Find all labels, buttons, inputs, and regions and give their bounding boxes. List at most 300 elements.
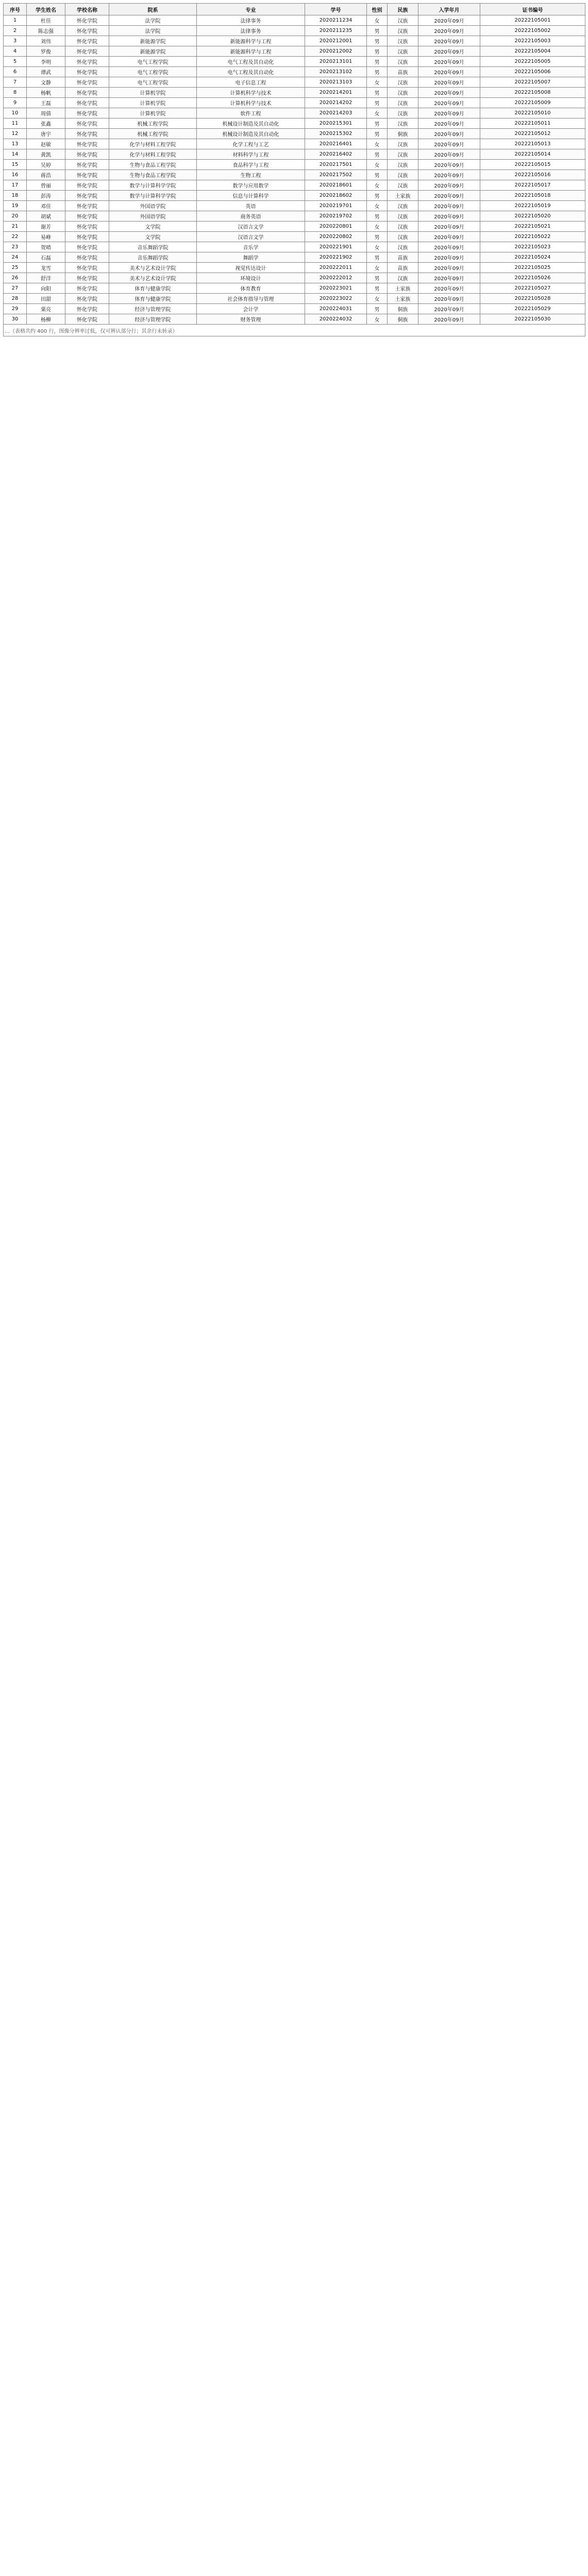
table-cell: 电气工程学院 bbox=[109, 67, 197, 77]
table-cell: 社会体育指导与管理 bbox=[197, 294, 305, 304]
table-cell: 电气工程及其自动化 bbox=[197, 67, 305, 77]
table-cell: 音乐学 bbox=[197, 242, 305, 252]
table-cell: 汉族 bbox=[388, 98, 418, 108]
table-cell: 2020年09月 bbox=[418, 191, 480, 201]
table-cell: 食品科学与工程 bbox=[197, 160, 305, 170]
table-cell: 汉族 bbox=[388, 180, 418, 191]
table-cell: 16 bbox=[4, 170, 27, 180]
table-cell: 2020年09月 bbox=[418, 304, 480, 314]
table-cell: 向阳 bbox=[27, 283, 65, 294]
table-cell: 2020年09月 bbox=[418, 211, 480, 222]
table-cell: 26 bbox=[4, 273, 27, 283]
student-certificate-table-container bbox=[3, 3, 585, 336]
table-cell: 2020213102 bbox=[305, 67, 367, 77]
table-cell: 20222105012 bbox=[480, 129, 585, 139]
table-cell: 2020218601 bbox=[305, 180, 367, 191]
table-cell: 侗族 bbox=[388, 314, 418, 325]
table-cell: 2020222011 bbox=[305, 263, 367, 273]
table-cell: 15 bbox=[4, 160, 27, 170]
table-cell: 2020212002 bbox=[305, 46, 367, 57]
table-cell: 怀化学院 bbox=[65, 263, 109, 273]
table-cell: 14 bbox=[4, 149, 27, 160]
table-cell: 男 bbox=[367, 304, 388, 314]
table-cell: 美术与艺术设计学院 bbox=[109, 263, 197, 273]
table-cell: 英语 bbox=[197, 201, 305, 211]
table-cell: 汉语言文学 bbox=[197, 222, 305, 232]
table-cell: 新能源学院 bbox=[109, 36, 197, 46]
table-cell: 田甜 bbox=[27, 294, 65, 304]
table-cell: 电子信息工程 bbox=[197, 77, 305, 88]
table-cell: 20222105024 bbox=[480, 252, 585, 263]
table-cell: 李明 bbox=[27, 57, 65, 67]
table-cell: 唐宇 bbox=[27, 129, 65, 139]
table-cell: 怀化学院 bbox=[65, 108, 109, 118]
table-cell: 21 bbox=[4, 222, 27, 232]
table-row bbox=[4, 108, 585, 118]
table-cell: 2020年09月 bbox=[418, 232, 480, 242]
table-cell: 19 bbox=[4, 201, 27, 211]
table-cell: 2020216402 bbox=[305, 149, 367, 160]
table-cell: 怀化学院 bbox=[65, 129, 109, 139]
table-cell: 2020215302 bbox=[305, 129, 367, 139]
table-cell: 20222105029 bbox=[480, 304, 585, 314]
table-cell: 汉族 bbox=[388, 108, 418, 118]
table-cell: 汉族 bbox=[388, 149, 418, 160]
table-row bbox=[4, 180, 585, 191]
table-cell: 11 bbox=[4, 118, 27, 129]
table-cell: 男 bbox=[367, 118, 388, 129]
table-cell: 12 bbox=[4, 129, 27, 139]
table-cell: 女 bbox=[367, 180, 388, 191]
table-cell: 视觉传达设计 bbox=[197, 263, 305, 273]
table-row bbox=[4, 15, 585, 26]
table-cell: 土家族 bbox=[388, 294, 418, 304]
table-cell: 化学与材料工程学院 bbox=[109, 149, 197, 160]
table-cell: 怀化学院 bbox=[65, 170, 109, 180]
table-cell: 怀化学院 bbox=[65, 273, 109, 283]
table-cell: 谢芳 bbox=[27, 222, 65, 232]
table-cell: 怀化学院 bbox=[65, 211, 109, 222]
table-cell: 2020年09月 bbox=[418, 26, 480, 36]
table-cell: 2020年09月 bbox=[418, 180, 480, 191]
table-cell: 20222105010 bbox=[480, 108, 585, 118]
table-cell: 2020年09月 bbox=[418, 252, 480, 263]
table-cell: 男 bbox=[367, 273, 388, 283]
table-cell: 2020年09月 bbox=[418, 129, 480, 139]
table-cell: 8 bbox=[4, 88, 27, 98]
table-cell: 吴婷 bbox=[27, 160, 65, 170]
table-row bbox=[4, 252, 585, 263]
table-cell: 土家族 bbox=[388, 191, 418, 201]
table-cell: 汉族 bbox=[388, 26, 418, 36]
table-cell: 机械设计制造及其自动化 bbox=[197, 118, 305, 129]
table-cell: 怀化学院 bbox=[65, 252, 109, 263]
column-header: 证书编号 bbox=[480, 4, 585, 15]
table-cell: 2020年09月 bbox=[418, 77, 480, 88]
table-cell: 20222105009 bbox=[480, 98, 585, 108]
table-cell: 2020212001 bbox=[305, 36, 367, 46]
table-cell: 男 bbox=[367, 283, 388, 294]
table-cell: 化学与材料工程学院 bbox=[109, 139, 197, 149]
table-cell: 文学院 bbox=[109, 222, 197, 232]
table-body bbox=[4, 15, 585, 336]
table-cell: 侗族 bbox=[388, 129, 418, 139]
table-cell: 2020214203 bbox=[305, 108, 367, 118]
table-cell: 2020年09月 bbox=[418, 118, 480, 129]
table-cell: 27 bbox=[4, 283, 27, 294]
table-cell: 法律事务 bbox=[197, 26, 305, 36]
table-cell: 2020年09月 bbox=[418, 222, 480, 232]
table-cell: 汉族 bbox=[388, 57, 418, 67]
table-cell: 2020221902 bbox=[305, 252, 367, 263]
table-cell: 20222105003 bbox=[480, 36, 585, 46]
table-cell: 2020年09月 bbox=[418, 36, 480, 46]
table-cell: 23 bbox=[4, 242, 27, 252]
table-cell: 7 bbox=[4, 77, 27, 88]
table-cell: 女 bbox=[367, 201, 388, 211]
table-cell: 20222105023 bbox=[480, 242, 585, 252]
table-header-row bbox=[4, 4, 585, 15]
table-cell: 杜佳 bbox=[27, 15, 65, 26]
table-cell: 怀化学院 bbox=[65, 180, 109, 191]
table-row bbox=[4, 160, 585, 170]
table-cell: 2020221901 bbox=[305, 242, 367, 252]
table-row bbox=[4, 46, 585, 57]
table-cell: 汉族 bbox=[388, 201, 418, 211]
table-cell: 20222105015 bbox=[480, 160, 585, 170]
table-cell: 女 bbox=[367, 15, 388, 26]
table-cell: 电气工程学院 bbox=[109, 77, 197, 88]
table-cell: 汉族 bbox=[388, 273, 418, 283]
table-cell: 20222105022 bbox=[480, 232, 585, 242]
table-cell: 数学与计算科学学院 bbox=[109, 180, 197, 191]
table-cell: 20222105021 bbox=[480, 222, 585, 232]
table-cell: 2020年09月 bbox=[418, 283, 480, 294]
table-cell: 汉族 bbox=[388, 232, 418, 242]
table-row bbox=[4, 170, 585, 180]
table-cell: 13 bbox=[4, 139, 27, 149]
table-cell: 女 bbox=[367, 294, 388, 304]
table-cell: 汉族 bbox=[388, 118, 418, 129]
table-cell: 2020年09月 bbox=[418, 294, 480, 304]
table-cell: 汉族 bbox=[388, 15, 418, 26]
table-cell: 环境设计 bbox=[197, 273, 305, 283]
table-row bbox=[4, 118, 585, 129]
table-cell: 电气工程及其自动化 bbox=[197, 57, 305, 67]
table-cell: 2020219701 bbox=[305, 201, 367, 211]
table-cell: 2020220801 bbox=[305, 222, 367, 232]
table-row bbox=[4, 242, 585, 252]
table-cell: 化学工程与工艺 bbox=[197, 139, 305, 149]
table-cell: 20222105006 bbox=[480, 67, 585, 77]
table-cell: 蒋浩 bbox=[27, 170, 65, 180]
table-cell: 24 bbox=[4, 252, 27, 263]
table-cell: 机械工程学院 bbox=[109, 118, 197, 129]
table-row bbox=[4, 26, 585, 36]
table-cell: 会计学 bbox=[197, 304, 305, 314]
table-cell: 2020年09月 bbox=[418, 108, 480, 118]
table-cell: 男 bbox=[367, 88, 388, 98]
table-cell: 汉语言文学 bbox=[197, 232, 305, 242]
column-header: 学校名称 bbox=[65, 4, 109, 15]
table-row bbox=[4, 129, 585, 139]
table-cell: 男 bbox=[367, 26, 388, 36]
column-header: 序号 bbox=[4, 4, 27, 15]
table-cell: 20222105020 bbox=[480, 211, 585, 222]
table-cell: 20222105025 bbox=[480, 263, 585, 273]
table-cell: 女 bbox=[367, 314, 388, 325]
table-cell: 2020223022 bbox=[305, 294, 367, 304]
table-row bbox=[4, 191, 585, 201]
table-cell: 2020年09月 bbox=[418, 149, 480, 160]
table-cell: 机械设计制造及其自动化 bbox=[197, 129, 305, 139]
table-cell: 男 bbox=[367, 252, 388, 263]
table-cell: 苗族 bbox=[388, 252, 418, 263]
table-cell: 男 bbox=[367, 57, 388, 67]
table-cell: 外国语学院 bbox=[109, 211, 197, 222]
table-cell: 2020214201 bbox=[305, 88, 367, 98]
table-cell: 龙雪 bbox=[27, 263, 65, 273]
table-row bbox=[4, 263, 585, 273]
table-cell: 2020年09月 bbox=[418, 314, 480, 325]
table-cell: 汉族 bbox=[388, 222, 418, 232]
truncation-note-row bbox=[4, 325, 585, 336]
table-row bbox=[4, 149, 585, 160]
table-row bbox=[4, 211, 585, 222]
table-cell: 2020216401 bbox=[305, 139, 367, 149]
column-header: 院系 bbox=[109, 4, 197, 15]
table-cell: 怀化学院 bbox=[65, 294, 109, 304]
table-cell: 20222105002 bbox=[480, 26, 585, 36]
table-row bbox=[4, 304, 585, 314]
table-cell: 电气工程学院 bbox=[109, 57, 197, 67]
table-cell: 2020211234 bbox=[305, 15, 367, 26]
table-cell: 6 bbox=[4, 67, 27, 77]
table-cell: 经济与管理学院 bbox=[109, 304, 197, 314]
table-cell: 20222105013 bbox=[480, 139, 585, 149]
table-cell: 20222105018 bbox=[480, 191, 585, 201]
column-header: 学生姓名 bbox=[27, 4, 65, 15]
table-cell: 22 bbox=[4, 232, 27, 242]
table-cell: 男 bbox=[367, 191, 388, 201]
table-row bbox=[4, 201, 585, 211]
table-cell: 王磊 bbox=[27, 98, 65, 108]
table-row bbox=[4, 273, 585, 283]
table-cell: 怀化学院 bbox=[65, 304, 109, 314]
table-cell: 贺晴 bbox=[27, 242, 65, 252]
table-cell: 怀化学院 bbox=[65, 191, 109, 201]
table-cell: 信息与计算科学 bbox=[197, 191, 305, 201]
table-cell: 易峰 bbox=[27, 232, 65, 242]
column-header: 民族 bbox=[388, 4, 418, 15]
table-cell: 怀化学院 bbox=[65, 139, 109, 149]
table-cell: 女 bbox=[367, 77, 388, 88]
table-cell: 2020213103 bbox=[305, 77, 367, 88]
table-cell: 刘伟 bbox=[27, 36, 65, 46]
table-cell: 2020年09月 bbox=[418, 170, 480, 180]
table-cell: 20222105004 bbox=[480, 46, 585, 57]
table-cell: 17 bbox=[4, 180, 27, 191]
table-cell: 法律事务 bbox=[197, 15, 305, 26]
table-cell: 20222105019 bbox=[480, 201, 585, 211]
table-cell: 赵敏 bbox=[27, 139, 65, 149]
table-cell: 10 bbox=[4, 108, 27, 118]
table-cell: 女 bbox=[367, 108, 388, 118]
table-cell: 2020年09月 bbox=[418, 98, 480, 108]
table-cell: 新能源科学与工程 bbox=[197, 46, 305, 57]
column-header: 学号 bbox=[305, 4, 367, 15]
table-cell: 2020215301 bbox=[305, 118, 367, 129]
table-cell: 2020211235 bbox=[305, 26, 367, 36]
table-cell: 2020年09月 bbox=[418, 46, 480, 57]
table-cell: 2020217502 bbox=[305, 170, 367, 180]
table-cell: 2 bbox=[4, 26, 27, 36]
table-cell: 30 bbox=[4, 314, 27, 325]
table-cell: 汉族 bbox=[388, 170, 418, 180]
table-cell: 2020224031 bbox=[305, 304, 367, 314]
table-cell: 文学院 bbox=[109, 232, 197, 242]
table-cell: 新能源科学与工程 bbox=[197, 36, 305, 46]
table-cell: 2020213101 bbox=[305, 57, 367, 67]
table-cell: 数学与计算科学学院 bbox=[109, 191, 197, 201]
table-cell: 女 bbox=[367, 242, 388, 252]
table-cell: 20222105027 bbox=[480, 283, 585, 294]
table-cell: 外国语学院 bbox=[109, 201, 197, 211]
table-cell: 2020年09月 bbox=[418, 67, 480, 77]
table-cell: 20222105026 bbox=[480, 273, 585, 283]
table-cell: 怀化学院 bbox=[65, 46, 109, 57]
table-cell: 苗族 bbox=[388, 263, 418, 273]
table-cell: 怀化学院 bbox=[65, 222, 109, 232]
table-cell: 土家族 bbox=[388, 283, 418, 294]
table-cell: 2020214202 bbox=[305, 98, 367, 108]
table-cell: 20222105008 bbox=[480, 88, 585, 98]
table-cell: 体育与健康学院 bbox=[109, 294, 197, 304]
table-cell: 男 bbox=[367, 98, 388, 108]
table-row bbox=[4, 139, 585, 149]
column-header: 入学年月 bbox=[418, 4, 480, 15]
table-cell: 曾丽 bbox=[27, 180, 65, 191]
table-cell: 男 bbox=[367, 211, 388, 222]
table-cell: 怀化学院 bbox=[65, 57, 109, 67]
table-cell: 2020年09月 bbox=[418, 88, 480, 98]
table-cell: 怀化学院 bbox=[65, 283, 109, 294]
table-cell: 怀化学院 bbox=[65, 77, 109, 88]
table-cell: 怀化学院 bbox=[65, 118, 109, 129]
table-cell: 财务管理 bbox=[197, 314, 305, 325]
table-cell: 汉族 bbox=[388, 211, 418, 222]
table-cell: 女 bbox=[367, 222, 388, 232]
table-cell: 怀化学院 bbox=[65, 242, 109, 252]
table-cell: 男 bbox=[367, 149, 388, 160]
table-row bbox=[4, 232, 585, 242]
table-cell: 2020224032 bbox=[305, 314, 367, 325]
table-cell: 商务英语 bbox=[197, 211, 305, 222]
table-cell: 生物与食品工程学院 bbox=[109, 160, 197, 170]
table-cell: 计算机科学与技术 bbox=[197, 88, 305, 98]
table-cell: 怀化学院 bbox=[65, 67, 109, 77]
table-cell: 5 bbox=[4, 57, 27, 67]
table-cell: 文静 bbox=[27, 77, 65, 88]
table-cell: 材料科学与工程 bbox=[197, 149, 305, 160]
table-cell: 舞蹈学 bbox=[197, 252, 305, 263]
table-row bbox=[4, 67, 585, 77]
table-cell: 25 bbox=[4, 263, 27, 273]
table-cell: 2020年09月 bbox=[418, 139, 480, 149]
table-cell: 谭武 bbox=[27, 67, 65, 77]
table-cell: 28 bbox=[4, 294, 27, 304]
table-cell: 2020218602 bbox=[305, 191, 367, 201]
table-cell: 黄凯 bbox=[27, 149, 65, 160]
table-cell: 粟亮 bbox=[27, 304, 65, 314]
table-cell: 新能源学院 bbox=[109, 46, 197, 57]
table-cell: 汉族 bbox=[388, 160, 418, 170]
truncation-note: …（表格共约 400 行，图像分辨率过低，仅可辨认部分行；其余行未转录） bbox=[4, 325, 585, 336]
table-cell: 杨帆 bbox=[27, 88, 65, 98]
table-cell: 法学院 bbox=[109, 15, 197, 26]
table-cell: 20222105011 bbox=[480, 118, 585, 129]
column-header: 性别 bbox=[367, 4, 388, 15]
table-cell: 20222105005 bbox=[480, 57, 585, 67]
table-cell: 29 bbox=[4, 304, 27, 314]
table-cell: 美术与艺术设计学院 bbox=[109, 273, 197, 283]
table-row bbox=[4, 98, 585, 108]
table-cell: 9 bbox=[4, 98, 27, 108]
table-cell: 怀化学院 bbox=[65, 15, 109, 26]
table-cell: 20222105017 bbox=[480, 180, 585, 191]
table-cell: 女 bbox=[367, 160, 388, 170]
table-cell: 计算机学院 bbox=[109, 98, 197, 108]
student-certificate-table bbox=[3, 3, 585, 336]
table-cell: 体育教育 bbox=[197, 283, 305, 294]
table-cell: 邓佳 bbox=[27, 201, 65, 211]
column-header: 专业 bbox=[197, 4, 305, 15]
table-cell: 2020年09月 bbox=[418, 57, 480, 67]
table-cell: 2020222012 bbox=[305, 273, 367, 283]
table-cell: 汉族 bbox=[388, 36, 418, 46]
table-cell: 体育与健康学院 bbox=[109, 283, 197, 294]
table-cell: 怀化学院 bbox=[65, 88, 109, 98]
table-cell: 侗族 bbox=[388, 304, 418, 314]
table-cell: 音乐舞蹈学院 bbox=[109, 252, 197, 263]
table-cell: 20222105007 bbox=[480, 77, 585, 88]
table-cell: 软件工程 bbox=[197, 108, 305, 118]
table-cell: 20 bbox=[4, 211, 27, 222]
table-cell: 男 bbox=[367, 46, 388, 57]
table-cell: 音乐舞蹈学院 bbox=[109, 242, 197, 252]
table-cell: 女 bbox=[367, 263, 388, 273]
table-cell: 怀化学院 bbox=[65, 160, 109, 170]
table-row bbox=[4, 314, 585, 325]
table-cell: 2020年09月 bbox=[418, 15, 480, 26]
table-cell: 女 bbox=[367, 139, 388, 149]
table-cell: 20222105016 bbox=[480, 170, 585, 180]
table-cell: 2020220802 bbox=[305, 232, 367, 242]
table-cell: 2020年09月 bbox=[418, 273, 480, 283]
table-cell: 张鑫 bbox=[27, 118, 65, 129]
table-cell: 计算机学院 bbox=[109, 88, 197, 98]
table-cell: 4 bbox=[4, 46, 27, 57]
table-cell: 男 bbox=[367, 232, 388, 242]
table-row bbox=[4, 88, 585, 98]
table-cell: 20222105001 bbox=[480, 15, 585, 26]
table-cell: 机械工程学院 bbox=[109, 129, 197, 139]
table-cell: 男 bbox=[367, 170, 388, 180]
table-cell: 杨柳 bbox=[27, 314, 65, 325]
table-cell: 汉族 bbox=[388, 46, 418, 57]
table-cell: 舒洋 bbox=[27, 273, 65, 283]
table-cell: 怀化学院 bbox=[65, 314, 109, 325]
